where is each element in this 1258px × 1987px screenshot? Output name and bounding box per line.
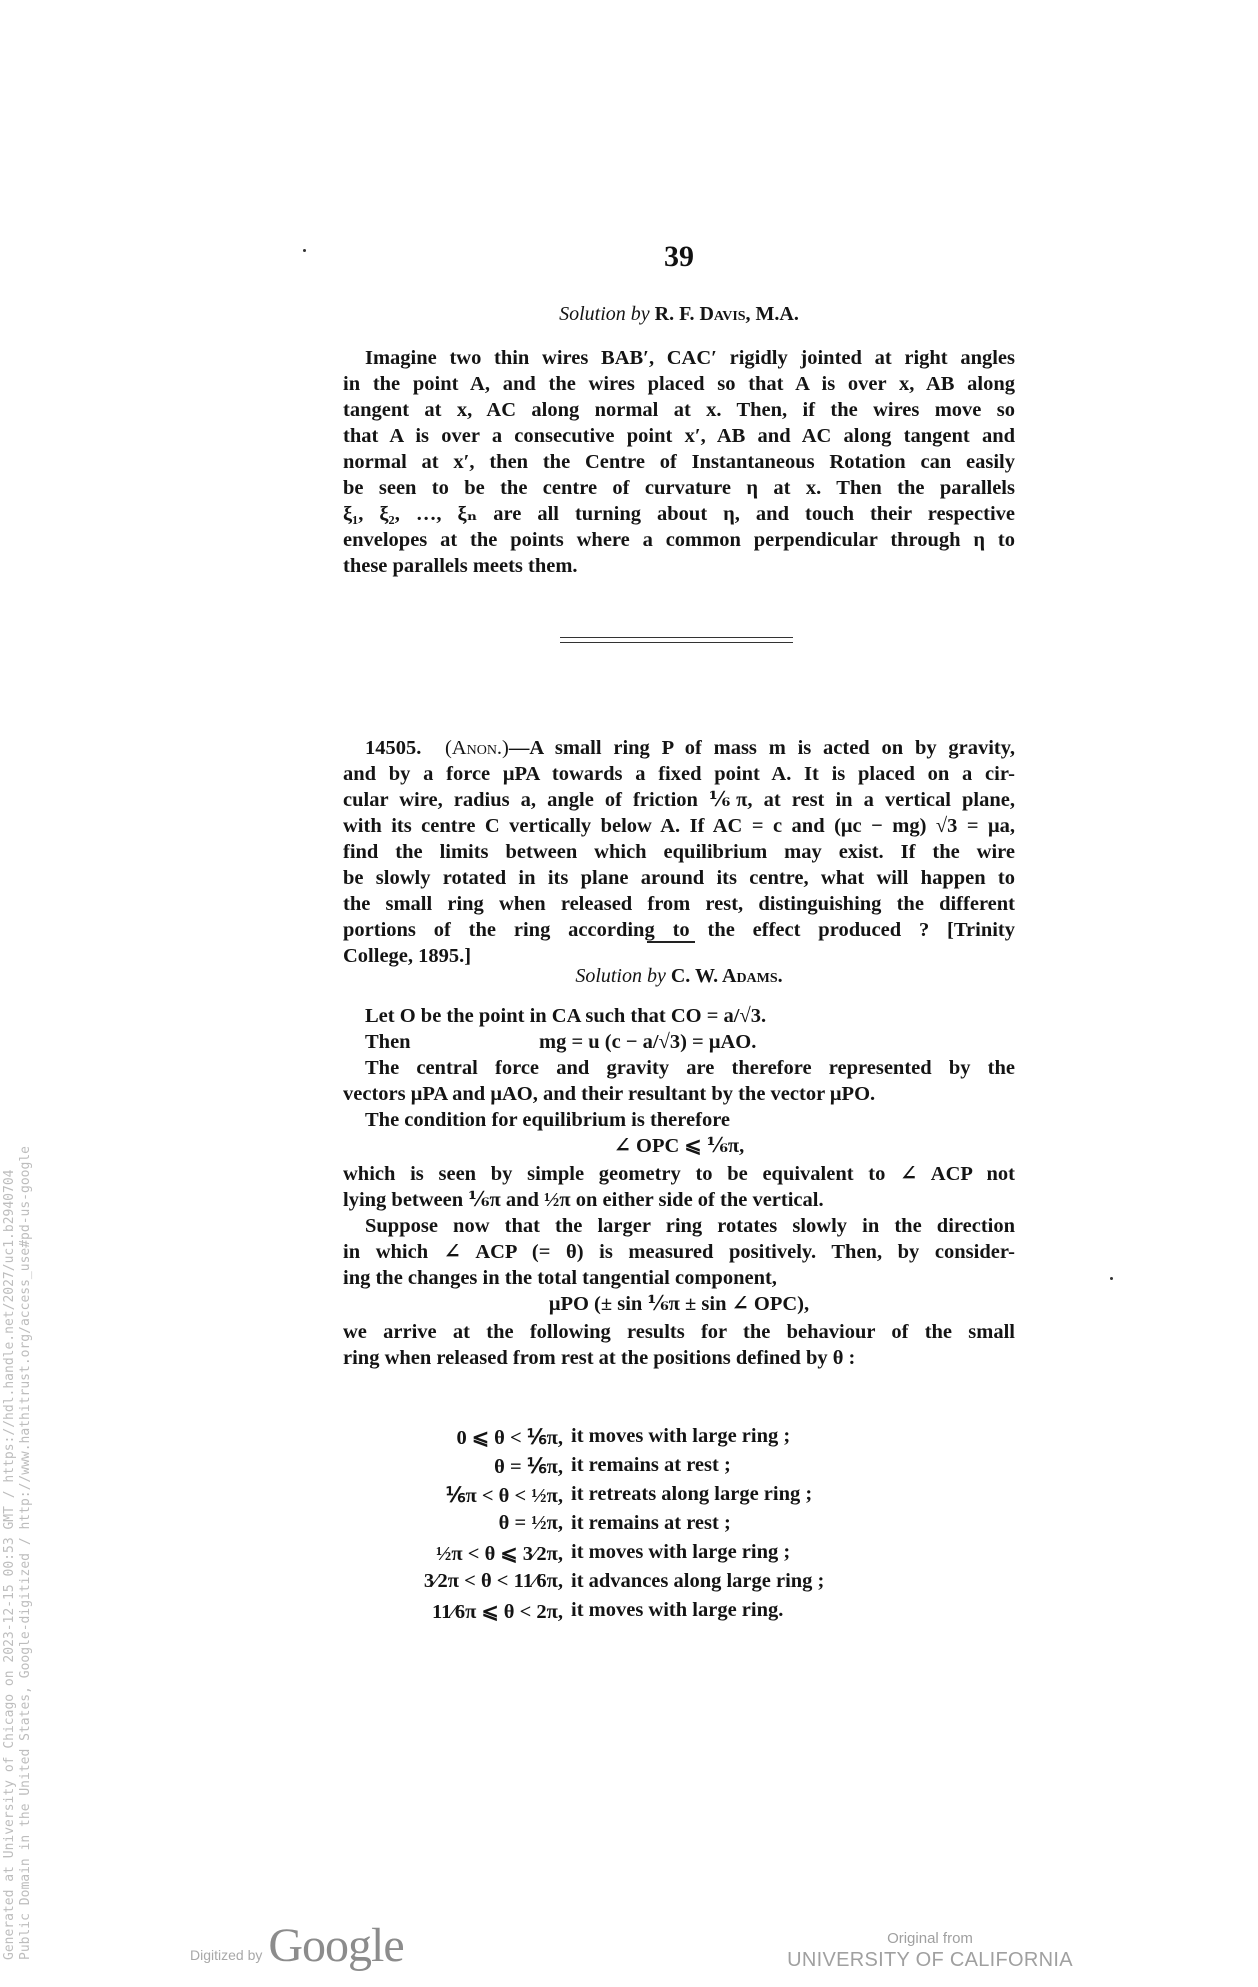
solution-label: Solution by <box>575 965 666 987</box>
text-line: and by a force μPA towards a fixed point A. It is placed on a cir- <box>343 763 1015 785</box>
problem-attribution: (Anon.) <box>444 737 509 759</box>
result-effect: it retreats along large ring ; <box>571 1483 813 1505</box>
hathitrust-watermark <box>2 1146 34 1960</box>
solution-adams-body <box>343 1003 1015 1371</box>
original-source <box>780 1930 1080 1972</box>
text-line: these parallels meets them. <box>343 555 578 577</box>
digitized-by-label: Digitized by <box>190 1947 263 1963</box>
result-condition: ½π < θ ⩽ 3⁄2π, <box>436 1543 563 1565</box>
section-divider <box>560 637 793 643</box>
text-line: find the limits between which equilibrium may exist. If the wire <box>343 841 1015 863</box>
text-line: which is seen by simple geometry to be equivalent to ∠ ACP not <box>343 1163 1015 1185</box>
text-line: that A is over a consecutive point x′, AB and AC along tangent and <box>343 425 1015 447</box>
text-line: Let O be the point in CA such that CO = a/√3. <box>365 1005 767 1027</box>
text-line: the small ring when released from rest, distinguishing the different <box>343 893 1015 915</box>
text-line: envelopes at the points where a common perpendicular through η to <box>343 529 1015 551</box>
text-line: College, 1895.] <box>343 945 472 967</box>
text-line: be slowly rotated in its plane around its centre, what will happen to <box>343 867 1015 889</box>
scan-speck <box>303 249 306 252</box>
text-line: vectors μPA and μAO, and their resultant by the vector μPO. <box>343 1083 876 1105</box>
original-from-label: Original from <box>887 1930 973 1947</box>
text-line: portions of the ring according to the effect produced ? [Trinity <box>343 919 1015 941</box>
equation-line <box>343 1029 1015 1055</box>
google-logo: Google <box>268 1919 404 1972</box>
page-number: 39 <box>664 240 694 273</box>
watermark-line: Public Domain in the United States, Google-digitized / http://www.hathitrust.org/access_use#pd-us-google <box>18 1146 33 1960</box>
result-condition: θ = ⅙π, <box>494 1456 563 1478</box>
text-line: ring when released from rest at the positions defined by θ : <box>343 1347 856 1369</box>
text-line: Suppose now that the larger ring rotates slowly in the direction <box>365 1215 1015 1237</box>
result-effect: it remains at rest ; <box>571 1454 731 1476</box>
text-line: cular wire, radius a, angle of friction ⅙π, at rest in a vertical plane, <box>343 789 1015 811</box>
result-row <box>400 1454 824 1483</box>
text-line: —A small ring P of mass m is acted on by gravity, <box>508 737 1015 759</box>
equation: mg = u (c − a/√3) = μAO. <box>539 1031 757 1053</box>
result-row <box>400 1425 824 1454</box>
result-condition: 3⁄2π < θ < 11⁄6π, <box>423 1570 563 1592</box>
solution-davis-body <box>343 345 1015 579</box>
text-line: with its centre C vertically below A. If AC = c and (μc − mg) √3 = μa, <box>343 815 1015 837</box>
text-line: Imagine two thin wires BAB′, CAC′ rigidly jointed at right angles <box>365 347 1015 369</box>
problem-first-line <box>343 735 1015 761</box>
equation: ∠ OPC ⩽ ⅙π, <box>613 1135 745 1157</box>
result-condition: θ = ½π, <box>498 1512 563 1534</box>
solution-byline-adams <box>343 965 1015 988</box>
text-line: ing the changes in the total tangential component, <box>343 1267 777 1289</box>
result-effect: it moves with large ring. <box>571 1599 784 1621</box>
text-line: be seen to be the centre of curvature η at x. Then the parallels <box>343 477 1015 499</box>
solution-byline-davis <box>343 303 1015 326</box>
text-line: lying between ⅙π and ½π on either side of the vertical. <box>343 1189 824 1211</box>
digitized-by-google <box>190 1918 404 1973</box>
text-line: Then <box>365 1031 411 1053</box>
short-divider <box>647 941 695 943</box>
result-row <box>400 1541 824 1570</box>
result-effect: it remains at rest ; <box>571 1512 731 1534</box>
text-line: in the point A, and the wires placed so that A is over x, AB along <box>343 373 1015 395</box>
result-effect: it advances along large ring ; <box>571 1570 825 1592</box>
result-effect: it moves with large ring ; <box>571 1541 791 1563</box>
watermark-line: Generated at University of Chicago on 2023-12-15 00:53 GMT / https://hdl.handle.net/2027/uc1.b2940704 <box>2 1169 17 1960</box>
result-row <box>400 1599 824 1628</box>
problem-number: 14505. <box>365 737 422 759</box>
result-condition: ⅙π < θ < ½π, <box>445 1485 563 1507</box>
result-row <box>400 1512 824 1541</box>
text-line: tangent at x, AC along normal at x. Then, if the wires move so <box>343 399 1015 421</box>
university-label: UNIVERSITY OF CALIFORNIA <box>787 1949 1073 1971</box>
result-effect: it moves with large ring ; <box>571 1425 791 1447</box>
text-line: we arrive at the following results for the behaviour of the small <box>343 1321 1015 1343</box>
result-row <box>400 1570 824 1599</box>
text-line: normal at x′, then the Centre of Instantaneous Rotation can easily <box>343 451 1015 473</box>
results-list <box>400 1425 824 1628</box>
text-line: ξ₁, ξ₂, …, ξₙ are all turning about η, and touch their respective <box>343 503 1015 525</box>
equation: μPO (± sin ⅙π ± sin ∠ OPC), <box>548 1293 810 1315</box>
solution-label: Solution by <box>559 303 650 325</box>
solution-author: R. F. Davis, M.A. <box>654 303 799 325</box>
text-line: The condition for equilibrium is therefore <box>365 1109 731 1131</box>
result-row <box>400 1483 824 1512</box>
result-condition: 0 ⩽ θ < ⅙π, <box>456 1427 563 1449</box>
solution-author: C. W. Adams. <box>670 965 783 987</box>
scan-speck <box>1110 1277 1113 1280</box>
result-condition: 11⁄6π ⩽ θ < 2π, <box>432 1601 563 1623</box>
text-line: The central force and gravity are therefore represented by the <box>365 1057 1015 1079</box>
problem-14505 <box>343 735 1015 969</box>
text-line: in which ∠ ACP (= θ) is measured positively. Then, by consider- <box>343 1241 1015 1263</box>
